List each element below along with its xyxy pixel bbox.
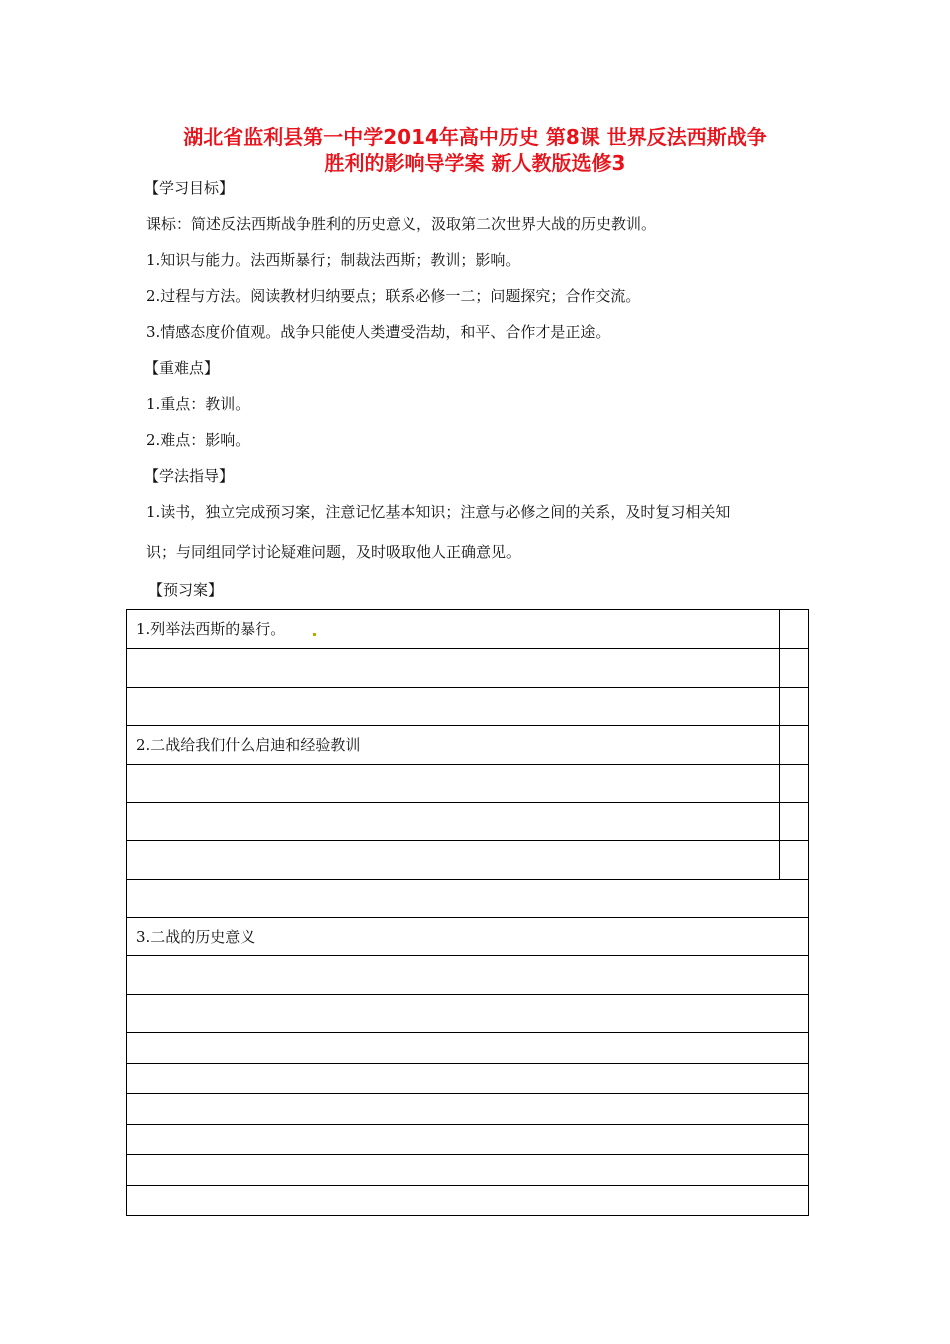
table-row [127,918,809,956]
question-1-cell [127,610,780,649]
question-2-text: 2.二战给我们什么启迪和经验教训 [136,736,361,754]
answer-line[interactable] [127,1064,809,1094]
table-row [127,649,809,688]
side-cell [780,841,809,880]
goal-process: 2.过程与方法。阅读教材归纳要点；联系必修一二；问题探究；合作交流。 [146,287,641,305]
answer-line[interactable] [127,649,780,688]
difficult-point: 2.难点：影响。 [146,431,251,449]
document-title-line-1: 湖北省监利县第一中学2014年高中历史 第8课 世界反法西斯战争 [183,125,767,149]
document-title-line-2: 胜利的影响导学案 新人教版选修3 [324,151,626,175]
curriculum-standard: 课标：简述反法西斯战争胜利的历史意义，汲取第二次世界大战的历史教训。 [146,215,657,233]
table-row [127,1033,809,1064]
mark-dot [313,633,316,636]
study-method-line-1: 1.读书，独立完成预习案，注意记忆基本知识；注意与必修之间的关系，及时复习相关知 [146,503,731,521]
answer-line[interactable] [127,765,780,803]
heading-preview: 【预习案】 [148,581,224,599]
table-row [127,1186,809,1216]
side-cell [780,803,809,841]
table-row [127,610,809,649]
table-row [127,956,809,995]
table-row [127,841,809,880]
answer-line[interactable] [127,995,809,1033]
answer-line[interactable] [127,1186,809,1216]
answer-line[interactable] [127,1094,809,1125]
table-row [127,1125,809,1155]
study-method-line-2: 识；与同组同学讨论疑难问题，及时吸取他人正确意见。 [146,543,522,561]
question-3-text: 3.二战的历史意义 [136,928,256,946]
key-point: 1.重点：教训。 [146,395,251,413]
heading-study-method: 【学法指导】 [144,467,235,485]
side-cell [780,726,809,765]
table-row [127,1094,809,1125]
preview-answer-table [126,609,809,1216]
answer-line[interactable] [127,803,780,841]
table-row [127,880,809,918]
answer-line[interactable] [127,880,809,918]
table-row [127,803,809,841]
question-1-text: 1.列举法西斯的暴行。 [136,620,286,638]
table-row [127,726,809,765]
question-2-cell [127,726,780,765]
side-cell [780,649,809,688]
side-cell [780,688,809,726]
table-row [127,1064,809,1094]
question-3-cell [127,918,809,956]
table-row [127,1155,809,1186]
answer-line[interactable] [127,1033,809,1064]
answer-line[interactable] [127,688,780,726]
goal-values: 3.情感态度价值观。战争只能使人类遭受浩劫，和平、合作才是正途。 [146,323,611,341]
answer-line[interactable] [127,956,809,995]
table-row [127,995,809,1033]
side-cell [780,610,809,649]
goal-knowledge: 1.知识与能力。法西斯暴行；制裁法西斯；教训；影响。 [146,251,521,269]
answer-line[interactable] [127,1155,809,1186]
heading-key-points: 【重难点】 [144,359,220,377]
side-cell [780,765,809,803]
heading-learning-goals: 【学习目标】 [144,179,235,197]
table-row [127,688,809,726]
answer-line[interactable] [127,1125,809,1155]
table-row [127,765,809,803]
answer-line[interactable] [127,841,780,880]
